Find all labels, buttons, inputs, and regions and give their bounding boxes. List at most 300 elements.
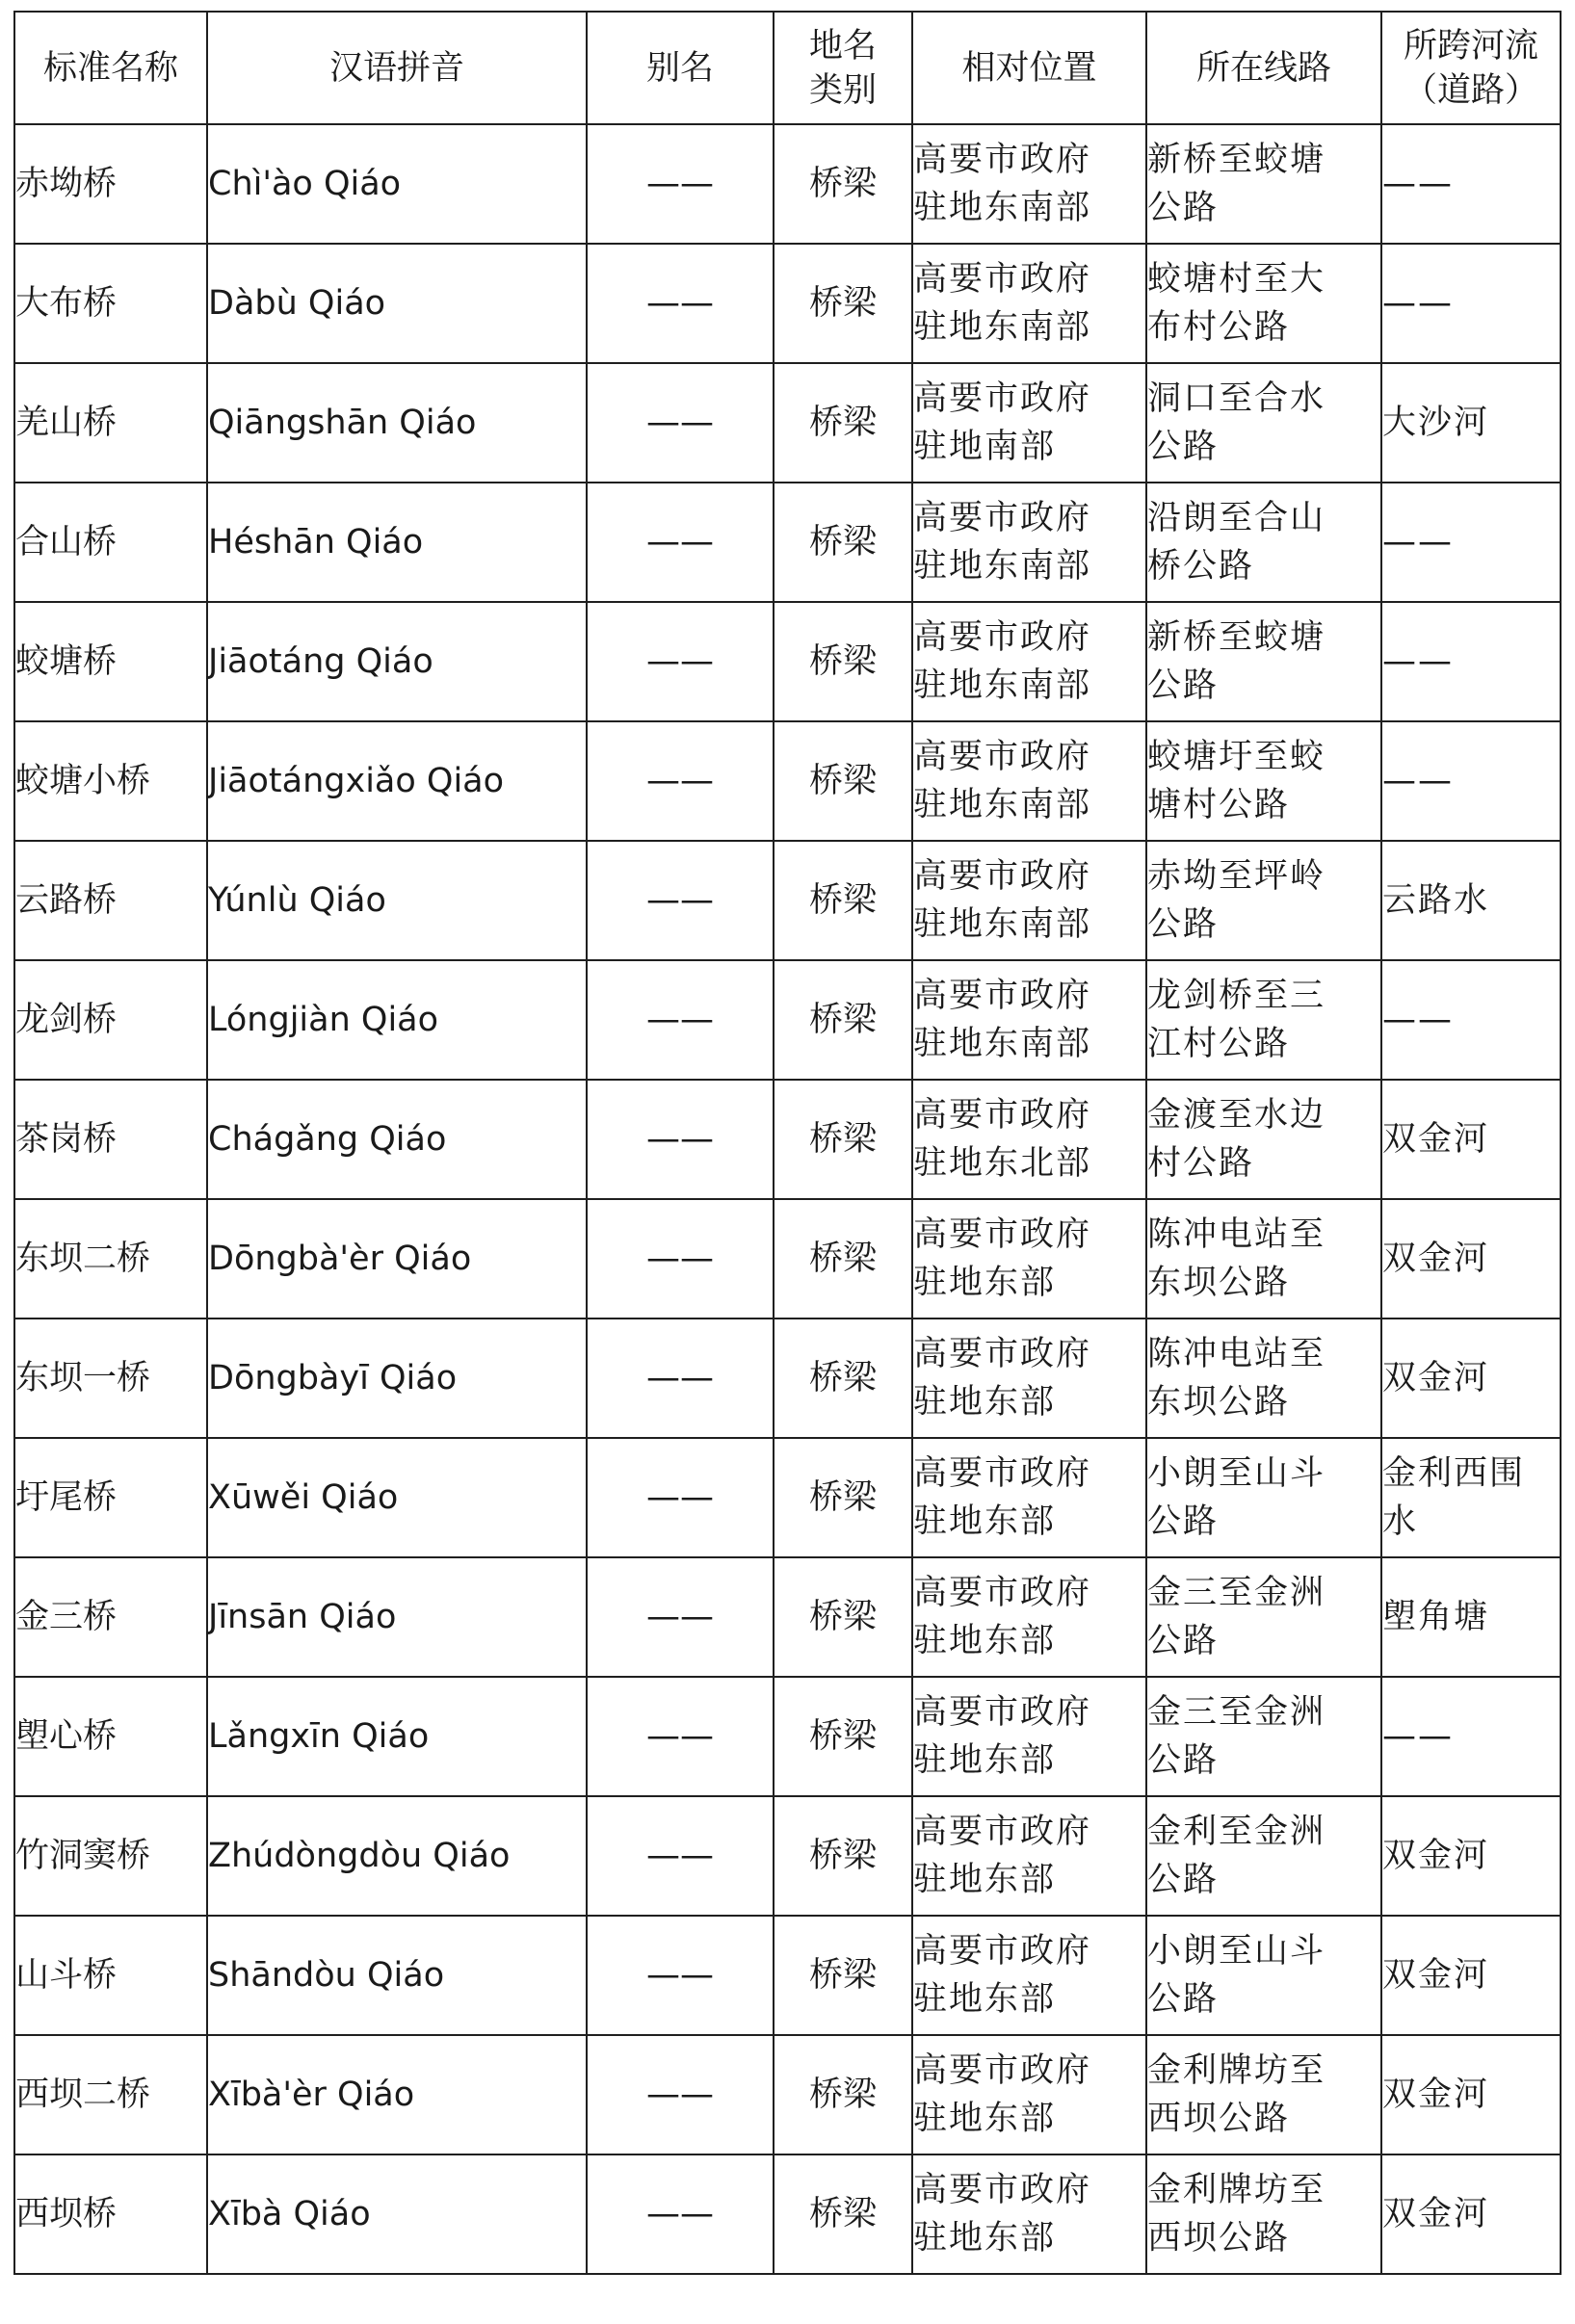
route-line1: 金渡至水边 — [1147, 1096, 1326, 1135]
standard-name-text: 东坝一桥 — [15, 1359, 151, 1397]
position-line2: 驻地东南部 — [913, 666, 1092, 705]
place-type-text: 桥梁 — [808, 1478, 877, 1517]
position-line1: 高要市政府 — [913, 2171, 1092, 2209]
cell-standard-name — [14, 1677, 207, 1796]
standard-name-text: 羌山桥 — [15, 404, 118, 442]
pinyin-text: Héshān Qiáo — [208, 523, 424, 561]
position-line2: 驻地东南部 — [913, 547, 1092, 586]
cell-relative-position — [912, 1199, 1146, 1319]
route-line2: 公路 — [1147, 905, 1220, 944]
route-line2: 桥公路 — [1147, 547, 1255, 586]
cell-place-type — [774, 841, 912, 960]
cell-crossed-river — [1381, 2154, 1561, 2274]
standard-name-text: 赤坳桥 — [15, 165, 118, 203]
cell-standard-name — [14, 1916, 207, 2035]
position-line1: 高要市政府 — [913, 141, 1092, 179]
place-type-text: 桥梁 — [808, 1240, 877, 1278]
cell-relative-position — [912, 2035, 1146, 2154]
cell-place-type — [774, 1916, 912, 2035]
cell-crossed-river — [1381, 841, 1561, 960]
river-line1: 双金河 — [1382, 1837, 1490, 1875]
cell-standard-name — [14, 1557, 207, 1677]
cell-place-type — [774, 721, 912, 841]
alias-text: —— — [646, 404, 714, 442]
cell-pinyin — [207, 841, 587, 960]
river-line2: 水 — [1382, 1502, 1419, 1541]
cell-standard-name — [14, 841, 207, 960]
route-line1: 蛟塘圩至蛟 — [1147, 738, 1326, 776]
pinyin-text: Dàbù Qiáo — [208, 284, 386, 323]
route-line2: 公路 — [1147, 1622, 1220, 1660]
pinyin-text: Jīnsān Qiáo — [208, 1598, 397, 1636]
cell-alias — [587, 1438, 774, 1557]
cell-relative-position — [912, 1677, 1146, 1796]
cell-place-type — [774, 1319, 912, 1438]
header-standard-name: 标准名称 — [14, 12, 207, 124]
alias-text: —— — [646, 1120, 714, 1159]
header-place-type — [774, 12, 912, 124]
cell-crossed-river — [1381, 1796, 1561, 1916]
route-line1: 小朗至山斗 — [1147, 1454, 1326, 1493]
route-line2: 公路 — [1147, 189, 1220, 227]
table-row — [14, 602, 1561, 721]
cell-alias — [587, 1677, 774, 1796]
cell-standard-name — [14, 363, 207, 483]
cell-crossed-river — [1381, 1199, 1561, 1319]
route-line1: 龙剑桥至三 — [1147, 977, 1326, 1015]
cell-route — [1146, 1557, 1381, 1677]
route-line1: 金利牌坊至 — [1147, 2051, 1326, 2090]
cell-alias — [587, 1319, 774, 1438]
standard-name-text: 大布桥 — [15, 284, 118, 323]
pinyin-text: Xūwěi Qiáo — [208, 1478, 399, 1517]
cell-place-type — [774, 1796, 912, 1916]
place-type-text: 桥梁 — [808, 1120, 877, 1159]
cell-pinyin — [207, 721, 587, 841]
route-line2: 村公路 — [1147, 1144, 1255, 1183]
position-line2: 驻地东部 — [913, 2219, 1057, 2258]
position-line1: 高要市政府 — [913, 1574, 1092, 1612]
position-line1: 高要市政府 — [913, 1454, 1092, 1493]
alias-text: —— — [646, 1240, 714, 1278]
position-line1: 高要市政府 — [913, 1215, 1092, 1254]
position-line2: 驻地东南部 — [913, 786, 1092, 824]
position-line1: 高要市政府 — [913, 2051, 1092, 2090]
cell-standard-name — [14, 483, 207, 602]
cell-alias — [587, 841, 774, 960]
standard-name-text: 竹洞窦桥 — [15, 1837, 151, 1875]
header-crossed-river — [1381, 12, 1561, 124]
cell-place-type — [774, 602, 912, 721]
cell-route — [1146, 1796, 1381, 1916]
pinyin-text: Dōngbà'èr Qiáo — [208, 1240, 472, 1278]
cell-pinyin — [207, 483, 587, 602]
header-route: 所在线路 — [1146, 12, 1381, 124]
table-row — [14, 841, 1561, 960]
cell-standard-name — [14, 244, 207, 363]
cell-relative-position — [912, 721, 1146, 841]
pinyin-text: Chágǎng Qiáo — [208, 1120, 447, 1159]
cell-relative-position — [912, 841, 1146, 960]
position-line2: 驻地东南部 — [913, 308, 1092, 347]
cell-alias — [587, 2154, 774, 2274]
cell-pinyin — [207, 1557, 587, 1677]
table-row — [14, 960, 1561, 1080]
cell-place-type — [774, 483, 912, 602]
cell-relative-position — [912, 1319, 1146, 1438]
river-line1: —— — [1382, 1717, 1454, 1756]
route-line2: 公路 — [1147, 1861, 1220, 1899]
header-place-type-line2: 类别 — [808, 70, 877, 110]
cell-crossed-river — [1381, 124, 1561, 244]
cell-route — [1146, 1438, 1381, 1557]
pinyin-text: Jiāotáng Qiáo — [208, 642, 433, 681]
cell-pinyin — [207, 602, 587, 721]
standard-name-text: 西坝二桥 — [15, 2076, 151, 2114]
position-line2: 驻地东部 — [913, 1741, 1057, 1780]
cell-place-type — [774, 960, 912, 1080]
cell-crossed-river — [1381, 1080, 1561, 1199]
cell-relative-position — [912, 363, 1146, 483]
cell-route — [1146, 1319, 1381, 1438]
place-type-text: 桥梁 — [808, 642, 877, 681]
route-line2: 公路 — [1147, 1980, 1220, 2019]
cell-crossed-river — [1381, 1557, 1561, 1677]
river-line1: 双金河 — [1382, 1956, 1490, 1995]
cell-crossed-river — [1381, 1319, 1561, 1438]
route-line2: 西坝公路 — [1147, 2100, 1291, 2138]
cell-pinyin — [207, 1199, 587, 1319]
route-line2: 布村公路 — [1147, 308, 1291, 347]
route-line2: 江村公路 — [1147, 1025, 1291, 1063]
route-line1: 新桥至蛟塘 — [1147, 141, 1326, 179]
route-line1: 金三至金洲 — [1147, 1574, 1326, 1612]
river-line1: 云路水 — [1382, 881, 1490, 920]
place-type-text: 桥梁 — [808, 1001, 877, 1039]
cell-pinyin — [207, 2035, 587, 2154]
header-row — [14, 12, 1561, 124]
pinyin-text: Shāndòu Qiáo — [208, 1956, 445, 1995]
position-line2: 驻地东部 — [913, 1980, 1057, 2019]
cell-pinyin — [207, 244, 587, 363]
alias-text: —— — [646, 1717, 714, 1756]
river-line1: 双金河 — [1382, 2195, 1490, 2233]
table-row — [14, 721, 1561, 841]
cell-standard-name — [14, 602, 207, 721]
position-line1: 高要市政府 — [913, 1096, 1092, 1135]
alias-text: —— — [646, 1837, 714, 1875]
river-line1: 大沙河 — [1382, 404, 1490, 442]
cell-pinyin — [207, 363, 587, 483]
alias-text: —— — [646, 165, 714, 203]
alias-text: —— — [646, 1478, 714, 1517]
standard-name-text: 西坝桥 — [15, 2195, 118, 2233]
position-line1: 高要市政府 — [913, 738, 1092, 776]
cell-standard-name — [14, 124, 207, 244]
cell-crossed-river — [1381, 602, 1561, 721]
position-line1: 高要市政府 — [913, 1813, 1092, 1851]
pinyin-text: Xībà'èr Qiáo — [208, 2076, 415, 2114]
position-line1: 高要市政府 — [913, 260, 1092, 299]
cell-standard-name — [14, 2035, 207, 2154]
route-line2: 公路 — [1147, 1502, 1220, 1541]
position-line1: 高要市政府 — [913, 1932, 1092, 1971]
cell-route — [1146, 2035, 1381, 2154]
route-line2: 东坝公路 — [1147, 1264, 1291, 1302]
cell-crossed-river — [1381, 960, 1561, 1080]
bridge-gazetteer-table — [13, 11, 1562, 2275]
cell-route — [1146, 721, 1381, 841]
cell-alias — [587, 721, 774, 841]
cell-alias — [587, 1796, 774, 1916]
cell-place-type — [774, 124, 912, 244]
standard-name-text: 东坝二桥 — [15, 1240, 151, 1278]
alias-text: —— — [646, 1001, 714, 1039]
place-type-text: 桥梁 — [808, 881, 877, 920]
header-place-type-line1: 地名 — [808, 26, 877, 65]
cell-alias — [587, 124, 774, 244]
alias-text: —— — [646, 1359, 714, 1397]
pinyin-text: Jiāotángxiǎo Qiáo — [208, 762, 505, 800]
table-row — [14, 124, 1561, 244]
position-line2: 驻地东南部 — [913, 1025, 1092, 1063]
place-type-text: 桥梁 — [808, 165, 877, 203]
place-type-text: 桥梁 — [808, 2076, 877, 2114]
cell-relative-position — [912, 483, 1146, 602]
cell-standard-name — [14, 1199, 207, 1319]
position-line1: 高要市政府 — [913, 499, 1092, 537]
route-line1: 蛟塘村至大 — [1147, 260, 1326, 299]
cell-standard-name — [14, 1438, 207, 1557]
place-type-text: 桥梁 — [808, 1717, 877, 1756]
cell-standard-name — [14, 1796, 207, 1916]
route-line1: 小朗至山斗 — [1147, 1932, 1326, 1971]
pinyin-text: Yúnlù Qiáo — [208, 881, 386, 920]
cell-route — [1146, 363, 1381, 483]
route-line1: 金利牌坊至 — [1147, 2171, 1326, 2209]
table-row — [14, 1677, 1561, 1796]
river-line1: 金利西围 — [1382, 1454, 1526, 1493]
pinyin-text: Zhúdòngdòu Qiáo — [208, 1837, 511, 1875]
route-line2: 公路 — [1147, 1741, 1220, 1780]
route-line2: 塘村公路 — [1147, 786, 1291, 824]
cell-crossed-river — [1381, 483, 1561, 602]
table-row — [14, 363, 1561, 483]
cell-standard-name — [14, 721, 207, 841]
route-line1: 金利至金洲 — [1147, 1813, 1326, 1851]
place-type-text: 桥梁 — [808, 762, 877, 800]
standard-name-text: 茶岗桥 — [15, 1120, 118, 1159]
cell-place-type — [774, 363, 912, 483]
alias-text: —— — [646, 762, 714, 800]
alias-text: —— — [646, 2076, 714, 2114]
cell-place-type — [774, 244, 912, 363]
cell-place-type — [774, 2035, 912, 2154]
cell-place-type — [774, 1438, 912, 1557]
river-line1: 双金河 — [1382, 1120, 1490, 1159]
pinyin-text: Lǎngxīn Qiáo — [208, 1717, 430, 1756]
cell-crossed-river — [1381, 721, 1561, 841]
standard-name-text: 蛟塘小桥 — [15, 762, 151, 800]
table-row — [14, 244, 1561, 363]
cell-relative-position — [912, 124, 1146, 244]
route-line2: 公路 — [1147, 666, 1220, 705]
cell-alias — [587, 1199, 774, 1319]
river-line1: —— — [1382, 165, 1454, 203]
cell-route — [1146, 960, 1381, 1080]
cell-route — [1146, 1677, 1381, 1796]
route-line1: 新桥至蛟塘 — [1147, 618, 1326, 657]
place-type-text: 桥梁 — [808, 404, 877, 442]
position-line1: 高要市政府 — [913, 618, 1092, 657]
table-row — [14, 1080, 1561, 1199]
river-line1: 双金河 — [1382, 1359, 1490, 1397]
cell-route — [1146, 602, 1381, 721]
cell-relative-position — [912, 2154, 1146, 2274]
cell-alias — [587, 960, 774, 1080]
alias-text: —— — [646, 881, 714, 920]
cell-crossed-river — [1381, 244, 1561, 363]
cell-crossed-river — [1381, 1438, 1561, 1557]
header-pinyin: 汉语拼音 — [207, 12, 587, 124]
standard-name-text: 蛟塘桥 — [15, 642, 118, 681]
position-line2: 驻地南部 — [913, 428, 1057, 466]
cell-route — [1146, 124, 1381, 244]
table-row — [14, 483, 1561, 602]
cell-pinyin — [207, 1916, 587, 2035]
river-line1: —— — [1382, 284, 1454, 323]
cell-route — [1146, 244, 1381, 363]
standard-name-text: 云路桥 — [15, 881, 118, 920]
river-line1: 双金河 — [1382, 1240, 1490, 1278]
cell-relative-position — [912, 1916, 1146, 2035]
position-line1: 高要市政府 — [913, 977, 1092, 1015]
route-line1: 陈冲电站至 — [1147, 1215, 1326, 1254]
cell-crossed-river — [1381, 363, 1561, 483]
position-line2: 驻地东部 — [913, 1264, 1057, 1302]
cell-alias — [587, 1916, 774, 2035]
cell-alias — [587, 2035, 774, 2154]
position-line2: 驻地东南部 — [913, 905, 1092, 944]
table-row — [14, 1557, 1561, 1677]
alias-text: —— — [646, 642, 714, 681]
table-row — [14, 2035, 1561, 2154]
river-line1: —— — [1382, 523, 1454, 561]
cell-standard-name — [14, 1080, 207, 1199]
position-line2: 驻地东部 — [913, 1383, 1057, 1422]
cell-relative-position — [912, 1080, 1146, 1199]
river-line1: 双金河 — [1382, 2076, 1490, 2114]
header-alias: 别名 — [587, 12, 774, 124]
place-type-text: 桥梁 — [808, 1359, 877, 1397]
position-line2: 驻地东部 — [913, 2100, 1057, 2138]
pinyin-text: Chì'ào Qiáo — [208, 165, 402, 203]
river-line1: —— — [1382, 642, 1454, 681]
header-crossed-river-line1: 所跨河流 — [1403, 26, 1538, 65]
pinyin-text: Lóngjiàn Qiáo — [208, 1001, 439, 1039]
standard-name-text: 圩尾桥 — [15, 1478, 118, 1517]
table-row — [14, 1199, 1561, 1319]
table-row — [14, 1916, 1561, 2035]
cell-standard-name — [14, 2154, 207, 2274]
cell-pinyin — [207, 960, 587, 1080]
cell-pinyin — [207, 2154, 587, 2274]
route-line1: 沿朗至合山 — [1147, 499, 1326, 537]
cell-pinyin — [207, 1677, 587, 1796]
position-line2: 驻地东北部 — [913, 1144, 1092, 1183]
position-line2: 驻地东部 — [913, 1502, 1057, 1541]
place-type-text: 桥梁 — [808, 2195, 877, 2233]
pinyin-text: Xībà Qiáo — [208, 2195, 371, 2233]
position-line2: 驻地东部 — [913, 1622, 1057, 1660]
cell-pinyin — [207, 124, 587, 244]
route-line1: 陈冲电站至 — [1147, 1335, 1326, 1373]
route-line2: 公路 — [1147, 428, 1220, 466]
cell-pinyin — [207, 1438, 587, 1557]
cell-relative-position — [912, 960, 1146, 1080]
cell-alias — [587, 602, 774, 721]
route-line1: 洞口至合水 — [1147, 379, 1326, 418]
cell-relative-position — [912, 1438, 1146, 1557]
standard-name-text: 合山桥 — [15, 523, 118, 561]
cell-crossed-river — [1381, 2035, 1561, 2154]
table-row — [14, 1319, 1561, 1438]
cell-relative-position — [912, 1796, 1146, 1916]
cell-alias — [587, 483, 774, 602]
cell-route — [1146, 1080, 1381, 1199]
position-line1: 高要市政府 — [913, 857, 1092, 896]
cell-place-type — [774, 1080, 912, 1199]
route-line1: 金三至金洲 — [1147, 1693, 1326, 1732]
standard-name-text: 塱心桥 — [15, 1717, 118, 1756]
cell-place-type — [774, 1677, 912, 1796]
table-row — [14, 2154, 1561, 2274]
route-line2: 西坝公路 — [1147, 2219, 1291, 2258]
cell-alias — [587, 363, 774, 483]
position-line2: 驻地东部 — [913, 1861, 1057, 1899]
place-type-text: 桥梁 — [808, 1837, 877, 1875]
route-line1: 赤坳至坪岭 — [1147, 857, 1326, 896]
standard-name-text: 山斗桥 — [15, 1956, 118, 1995]
position-line1: 高要市政府 — [913, 1335, 1092, 1373]
alias-text: —— — [646, 2195, 714, 2233]
river-line1: 塱角塘 — [1382, 1598, 1490, 1636]
cell-relative-position — [912, 244, 1146, 363]
alias-text: —— — [646, 523, 714, 561]
pinyin-text: Qiāngshān Qiáo — [208, 404, 477, 442]
position-line1: 高要市政府 — [913, 1693, 1092, 1732]
place-type-text: 桥梁 — [808, 523, 877, 561]
cell-route — [1146, 2154, 1381, 2274]
cell-pinyin — [207, 1080, 587, 1199]
cell-route — [1146, 483, 1381, 602]
cell-relative-position — [912, 602, 1146, 721]
cell-place-type — [774, 2154, 912, 2274]
cell-route — [1146, 841, 1381, 960]
position-line1: 高要市政府 — [913, 379, 1092, 418]
position-line2: 驻地东南部 — [913, 189, 1092, 227]
cell-alias — [587, 1080, 774, 1199]
place-type-text: 桥梁 — [808, 284, 877, 323]
cell-pinyin — [207, 1796, 587, 1916]
cell-place-type — [774, 1557, 912, 1677]
cell-crossed-river — [1381, 1677, 1561, 1796]
cell-standard-name — [14, 960, 207, 1080]
alias-text: —— — [646, 1598, 714, 1636]
pinyin-text: Dōngbàyī Qiáo — [208, 1359, 458, 1397]
table-row — [14, 1438, 1561, 1557]
cell-alias — [587, 244, 774, 363]
